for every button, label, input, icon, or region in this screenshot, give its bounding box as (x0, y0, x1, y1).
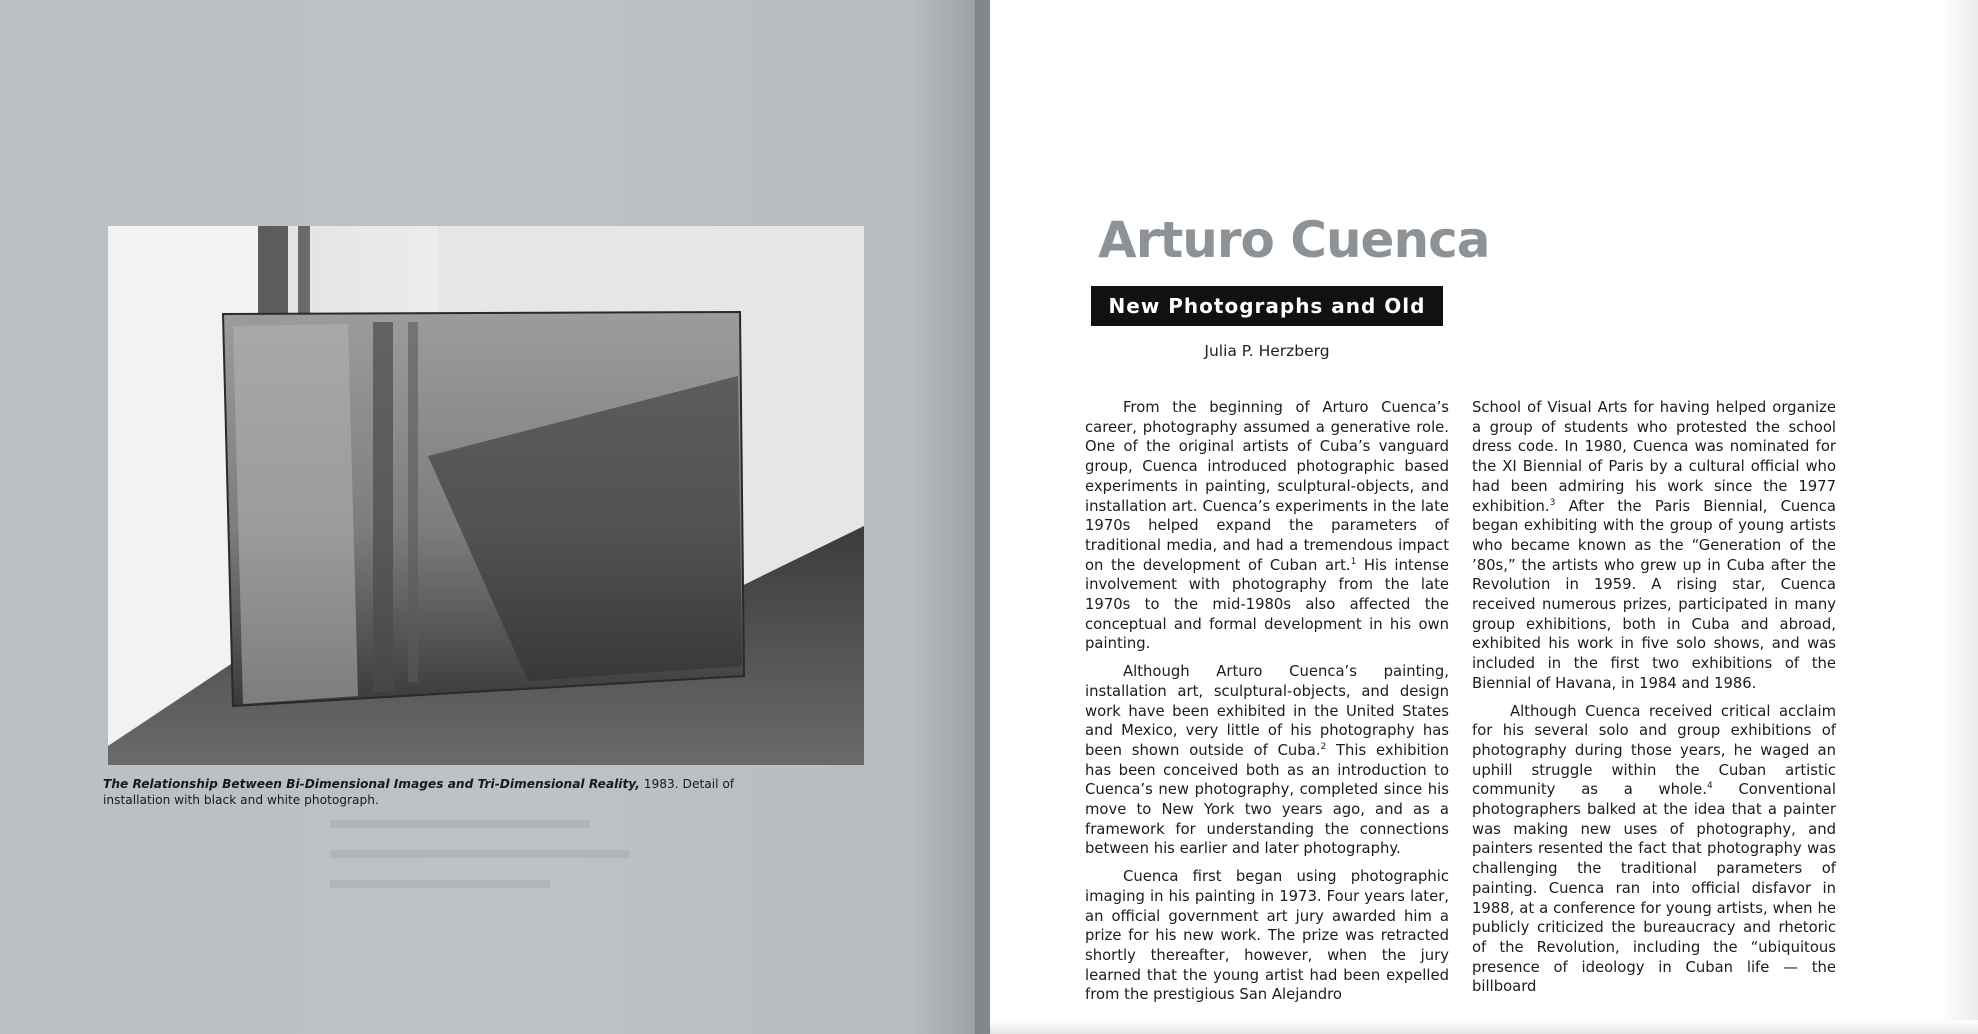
text-column-2 (1472, 398, 1836, 1005)
text-column-1 (1085, 398, 1449, 1013)
article-author: Julia P. Herzberg (1204, 342, 1330, 360)
footnote-ref: 3 (1549, 497, 1556, 508)
paragraph-text: Although Cuenca received critical acclaim for his several solo and group exhibitions of photography during those years, he waged an uphill struggle within the Cuban artistic community as a whole. (1472, 702, 1836, 799)
paragraph-text: School of Visual Arts for having helped organize a group of students who protested the school dress code. In 1980, Cuenca was nominated for the XI Biennial of Paris by a cultural official who had been admiring his work since the 1977 exhibition. (1472, 399, 1836, 515)
caption-artwork-title: The Relationship Between Bi-Dimensional Images and Tri-Dimensional Reality, (103, 777, 640, 791)
paragraph-text: Cuenca first began using photographic imaging in his painting in 1973. Four years later, an official government art jury awarded him a prize for his new work. The prize was retracted shortly thereafter, however, when the jury learned that the young artist had been expelled from the prestigious San Alejandro (1085, 868, 1449, 1004)
page-edge-bottom (990, 1020, 1978, 1034)
photograph-illustration (108, 226, 864, 765)
paragraph-text: After the Paris Biennial, Cuenca began exhibiting with the group of young artists who became known as the “Generation of the ’80s,” the artists who grew up in Cuba after the Revolution in 1959. A rising star, Cuenca received numerous prizes, participated in many group exhibitions, both in Cuba and abroad, exhibited his work in five solo shows, and was included in the first two exhibitions of the Biennial of Havana, in 1984 and 1986. (1472, 497, 1836, 692)
footnote-ref: 2 (1320, 742, 1327, 753)
paragraph (1085, 662, 1449, 859)
paragraph-text: This exhibition has been conceived both as an introduction to Cuenca’s new photography, completed since his move to New York two years ago, and as a framework for understanding the connections between his earlier and later photography. (1085, 741, 1449, 858)
photo-caption (103, 776, 763, 808)
installation-photograph (108, 226, 864, 765)
paragraph (1085, 867, 1449, 1005)
caption-text: 1983. Detail of installation with black and white photograph. (103, 777, 735, 807)
article-title: Arturo Cuenca (1098, 211, 1490, 269)
footnote-ref: 4 (1706, 781, 1713, 792)
show-through-bleed (330, 820, 650, 940)
paragraph-text: From the beginning of Arturo Cuenca’s career, photography assumed a generative role. One of the original artists of Cuba’s vanguard group, Cuenca introduced photographic based experiments in painting, sculptural-objects, and installation art. Cuenca’s experiments in the late 1970s helped expand the parameters of traditional media, and had a tremendous impact on the development of Cuban art. (1085, 399, 1449, 574)
paragraph (1472, 398, 1836, 694)
paragraph-text: Although Arturo Cuenca’s painting, installation art, sculptural-objects, and design work have been exhibited in the United States and Mexico, very little of his photography has been shown outside of Cuba. (1085, 663, 1449, 759)
page-edge-right (1940, 0, 1978, 1034)
paragraph-text: Conventional photographers balked at the idea that a painter was making new uses of photography, and painters resented the fact that photography was challenging the traditional parameters of painting. Cuenca ran into official disfavor in 1988, at a conference for young artists, when he publicly criticized the bureaucracy and rhetoric of the Revolution, including the “ubiquitous presence of ideology in Cuban life — the billboard (1472, 781, 1836, 996)
paragraph (1472, 702, 1836, 998)
paragraph-text: His intense involvement with photography from the late 1970s to the mid-1980s also affected the conceptual and formal development in his own painting. (1085, 556, 1449, 653)
paragraph (1085, 398, 1449, 654)
footnote-ref: 1 (1350, 556, 1357, 567)
article-subtitle: New Photographs and Old (1108, 294, 1426, 318)
